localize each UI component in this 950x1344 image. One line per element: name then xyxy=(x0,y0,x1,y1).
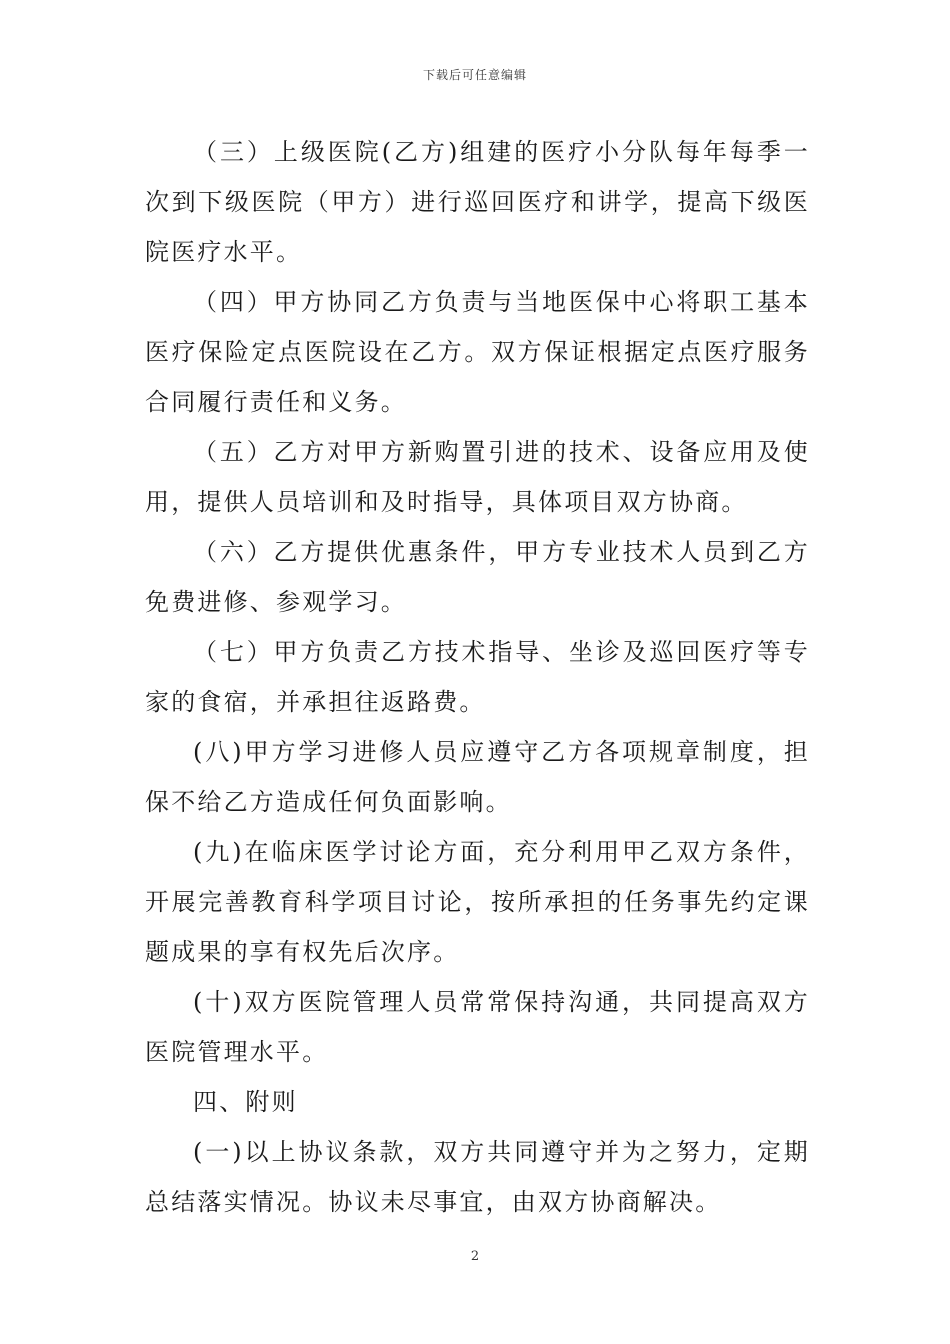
document-body xyxy=(145,127,810,1227)
clause-9: (九)在临床医学讨论方面，充分利用甲乙双方条件，开展完善教育科学项目讨论，按所承担的任务事先约定课题成果的享有权先后次序。 xyxy=(145,838,810,966)
page-header-note: 下载后可任意编辑 xyxy=(422,68,527,82)
appendix-clause-1: (一)以上协议条款，双方共同遵守并为之努力，定期总结落实情况。协议未尽事宜，由双方协商解决。 xyxy=(145,1138,810,1216)
clause-6: （六）乙方提供优惠条件，甲方专业技术人员到乙方免费进修、参观学习。 xyxy=(145,538,810,616)
clause-4: （四）甲方协同乙方负责与当地医保中心将职工基本医疗保险定点医院设在乙方。双方保证根据定点医疗服务合同履行责任和义务。 xyxy=(145,288,810,416)
clause-8: (八)甲方学习进修人员应遵守乙方各项规章制度，担保不给乙方造成任何负面影响。 xyxy=(145,738,810,816)
section-heading-appendix: 四、附则 xyxy=(193,1088,298,1116)
clause-3: （三）上级医院(乙方)组建的医疗小分队每年每季一次到下级医院（甲方）进行巡回医疗和讲学，提高下级医院医疗水平。 xyxy=(145,138,810,266)
clause-5: （五）乙方对甲方新购置引进的技术、设备应用及使用，提供人员培训和及时指导，具体项目双方协商。 xyxy=(145,438,810,516)
clause-10: (十)双方医院管理人员常常保持沟通，共同提高双方医院管理水平。 xyxy=(145,988,810,1066)
page-number: 2 xyxy=(470,1249,480,1264)
clause-7: （七）甲方负责乙方技术指导、坐诊及巡回医疗等专家的食宿，并承担往返路费。 xyxy=(145,638,810,716)
